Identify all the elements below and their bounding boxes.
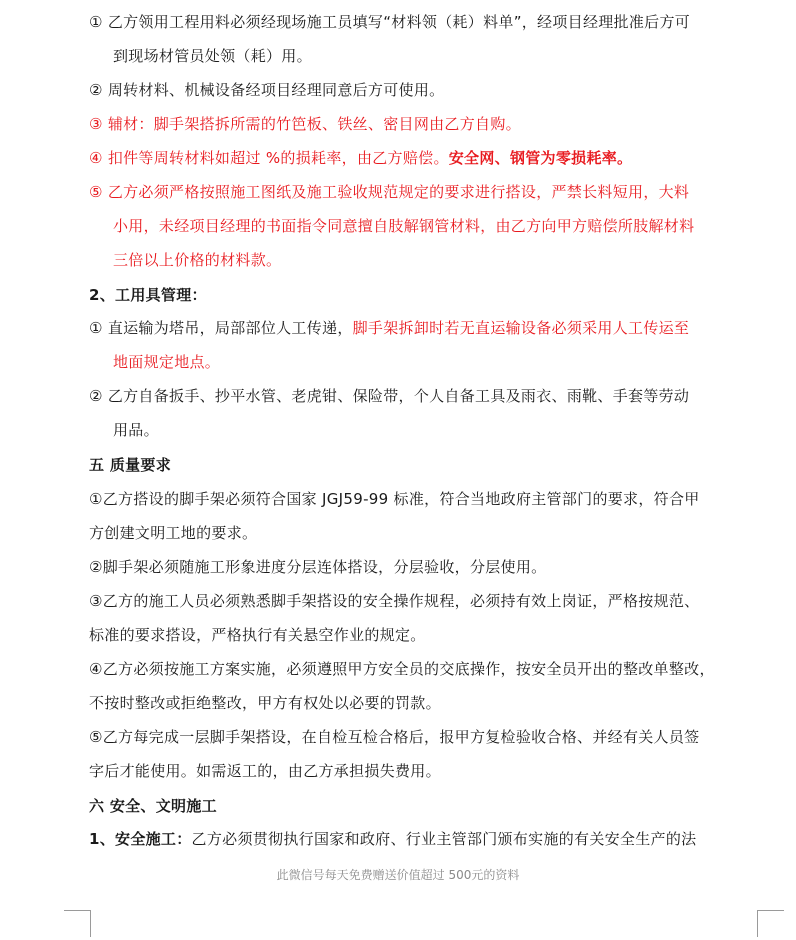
page-corner-mark-right [757,910,784,937]
page-corner-mark-left [64,910,91,937]
tools-rule-2-line-2: 用品。 [113,421,159,439]
tools-rule-1-line-2: 地面规定地点。 [113,353,221,371]
tools-rule-2-line-1: ② 乙方自备扳手、抄平水管、老虎钳、保险带，个人自备工具及雨衣、雨靴、手套等劳动 [89,387,690,405]
quality-rule-4-line-2: 不按时整改或拒绝整改，甲方有权处以必要的罚款。 [89,694,441,712]
material-rule-2: ② 周转材料、机械设备经项目经理同意后方可使用。 [89,81,445,99]
material-rule-4-note: 安全网、钢管为零损耗率。 [448,149,633,167]
tools-heading: 2、工用具管理： [89,286,207,304]
material-rule-4 [89,148,632,168]
tools-rule-1-red-text: 脚手架拆卸时若无直运输设备必须采用人工传运至 [352,319,690,337]
quality-rule-2: ②脚手架必须随施工形象进度分层连体搭设，分层验收，分层使用。 [89,558,547,576]
quality-rule-4-line-1: ④乙方必须按施工方案实施，必须遵照甲方安全员的交底操作，按安全员开出的整改单整改， [89,660,715,678]
quality-rule-1-line-1: ①乙方搭设的脚手架必须符合国家 JGJ59-99 标准，符合当地政府主管部门的要求，符合甲 [89,490,700,508]
material-rule-1-line-2: 到现场材管员处领（耗）用。 [113,47,312,65]
material-rule-4-text: ④ 扣件等周转材料如超过 %的损耗率，由乙方赔偿。 [89,149,449,167]
safety-rule-1-label: 1、安全施工： [89,830,192,848]
quality-heading: 五 质量要求 [89,456,172,474]
safety-heading: 六 安全、文明施工 [89,797,217,815]
material-rule-5-line-2: 小用，未经项目经理的书面指令同意擅自肢解钢管材料，由乙方向甲方赔偿所肢解材料 [113,217,695,235]
material-rule-1-line-1: ① 乙方领用工程用料必须经现场施工员填写“材料领（耗）料单”，经项目经理批准后方可 [89,13,691,31]
safety-rule-1 [89,829,696,849]
quality-rule-5-line-1: ⑤乙方每完成一层脚手架搭设，在自检互检合格后，报甲方复检验收合格、并经有关人员签 [89,728,700,746]
material-rule-3: ③ 辅材：脚手架搭拆所需的竹笆板、铁丝、密目网由乙方自购。 [89,115,521,133]
material-rule-5-line-1: ⑤ 乙方必须严格按照施工图纸及施工验收规范规定的要求进行搭设，严禁长料短用，大料 [89,183,690,201]
material-rule-5-line-3: 三倍以上价格的材料款。 [113,251,282,269]
tools-rule-1-line-1 [89,318,689,338]
page-footer: 此微信号每天免费赠送价值超过 500元的资料 [276,868,520,882]
tools-rule-1-text: ① 直运输为塔吊，局部部位人工传递， [89,319,353,337]
quality-rule-1-line-2: 方创建文明工地的要求。 [89,524,258,542]
quality-rule-3-line-1: ③乙方的施工人员必须熟悉脚手架搭设的安全操作规程，必须持有效上岗证，严格按规范、 [89,592,700,610]
safety-rule-1-text: 乙方必须贯彻执行国家和政府、行业主管部门颁布实施的有关安全生产的法 [191,830,697,848]
quality-rule-5-line-2: 字后才能使用。如需返工的，由乙方承担损失费用。 [89,762,441,780]
quality-rule-3-line-2: 标准的要求搭设，严格执行有关悬空作业的规定。 [89,626,426,644]
